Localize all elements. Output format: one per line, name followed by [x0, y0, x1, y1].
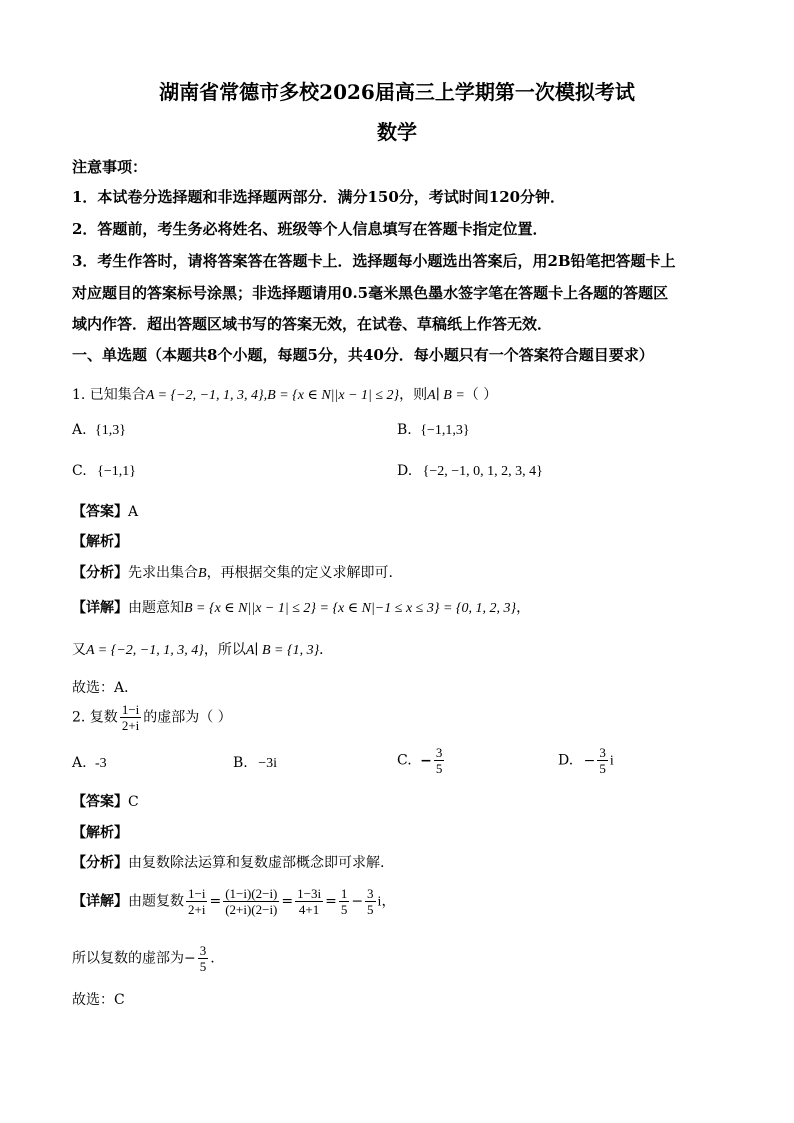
detail-frac-3-numerator: 1−3i	[297, 886, 322, 901]
detail-frac-5-denominator: 5	[367, 902, 374, 917]
again-end: ．	[319, 642, 334, 658]
again-prefix: 又	[72, 642, 86, 658]
notes-item-3-line-3: 域内作答．超出答题区域书写的答案无效，在试卷、草稿纸上作答无效．	[72, 315, 553, 333]
option-b	[397, 422, 470, 439]
q2-choose: 故选：C	[72, 992, 125, 1008]
fenxi-text-a: 先求出集合	[128, 565, 198, 581]
question-2-prefix: 2. 复数	[72, 709, 118, 726]
option-c-label: C.	[72, 463, 87, 479]
option-a-value: {1,3}	[95, 423, 126, 438]
q2-option-d-label: D.	[558, 752, 574, 769]
q2-answer-line	[72, 791, 139, 811]
q2-option-d-denominator: 5	[599, 761, 606, 776]
question-1-prefix: 1. 已知集合	[72, 387, 146, 403]
q2-option-d-unit: i	[609, 753, 614, 769]
equals-3: =	[325, 893, 337, 910]
question-2-stem	[72, 702, 232, 733]
detail-frac-5-numerator: 3	[367, 886, 374, 901]
option-b-value: {−1,1,3}	[420, 423, 470, 438]
notes-item-2: 2．答题前，考生务必将姓名、班级等个人信息填写在答题卡指定位置．	[72, 220, 548, 238]
separator: ,	[263, 388, 268, 403]
option-c-value: {−1,1}	[97, 464, 136, 479]
detail-frac-5	[365, 886, 376, 917]
subject-title: 数学	[377, 120, 417, 144]
option-a	[72, 422, 126, 439]
q1-choose: 故选：A．	[72, 680, 139, 696]
q2-option-d-fraction	[597, 745, 608, 776]
question-1-ask-prefix: ，则	[399, 387, 428, 403]
q2-option-a-label: A.	[72, 755, 87, 771]
q2-conclusion-sign: −	[184, 950, 196, 967]
q2-fenxi-tag: 【分析】	[72, 855, 128, 871]
question-1-stem	[72, 384, 497, 404]
q1-fenxi-line	[72, 562, 393, 582]
set-b-definition: B = {x ∈ N||x − 1| ≤ 2}	[267, 388, 400, 403]
q2-conclusion-denominator: 5	[199, 959, 207, 974]
equals-2: =	[281, 893, 294, 910]
q2-fraction-numerator: 1−i	[121, 702, 140, 717]
q2-answer-tag: 【答案】	[72, 794, 128, 810]
detail-frac-2-denominator: (2+i)(2−i)	[225, 902, 278, 917]
q2-option-d-sign: −	[583, 752, 596, 769]
intersection-expression: A∣ B =	[427, 388, 465, 403]
detail-frac-3-denominator: 4+1	[298, 902, 320, 917]
notes-item-3-line-2: 对应题目的答案标号涂黑；非选择题请用0.5毫米黑色墨水签字笔在答题卡上各题的答题区	[72, 284, 669, 302]
q2-detail-tag: 【详解】	[72, 893, 128, 910]
answer-value: A	[128, 504, 139, 520]
again-intersection: A∣ B = {1, 3}	[245, 643, 320, 658]
option-d	[397, 463, 543, 480]
detail-frac-2	[223, 886, 279, 917]
q2-conclusion-text: 所以复数的虚部为	[72, 950, 184, 967]
q1-analysis-tag	[72, 531, 128, 551]
q2-fenxi-text: 由复数除法运算和复数虚部概念即可求解.	[128, 855, 385, 871]
q2-option-a	[72, 755, 107, 772]
q2-fraction-denominator: 2+i	[121, 718, 140, 733]
q2-detail-end: ，	[381, 893, 396, 910]
detail-frac-2-numerator: (1−i)(2−i)	[225, 886, 278, 901]
q2-detail-text: 由题复数	[128, 893, 184, 910]
minus-sign: −	[351, 893, 364, 910]
q2-option-c-denominator: 5	[435, 761, 443, 776]
analysis-tag: 【解析】	[72, 534, 128, 550]
question-2-suffix: 的虚部为（ ）	[143, 709, 232, 726]
q2-option-c-sign: −	[420, 752, 432, 769]
q2-fraction	[120, 702, 141, 733]
q2-option-c-label: C.	[397, 752, 412, 769]
option-d-label: D.	[397, 463, 413, 479]
option-c	[72, 463, 136, 480]
q2-option-c-numerator: 3	[435, 745, 443, 760]
detail-expression: B = {x ∈ N||x − 1| ≤ 2} = {x ∈ N|−1 ≤ x ≤ 3} = {0, 1, 2, 3}	[184, 601, 517, 616]
notes-item-3-line-1: 3．考生作答时，请将答案答在答题卡上．选择题每小题选出答案后，用2B铅笔把答题卡上	[72, 252, 676, 270]
detail-frac-4-numerator: 1	[340, 886, 348, 901]
q2-option-a-value: -3	[95, 756, 107, 771]
option-b-label: B.	[397, 422, 412, 438]
notes-heading: 注意事项：	[72, 158, 148, 176]
option-a-label: A.	[72, 422, 87, 438]
q2-analysis-tag	[72, 822, 128, 842]
page-title: 湖南省常德市多校2026届高三上学期第一次模拟考试	[159, 80, 635, 104]
q1-again-line	[72, 639, 333, 659]
imaginary-unit: i	[377, 894, 382, 910]
q2-conclusion-numerator: 3	[199, 943, 207, 958]
detail-tag: 【详解】	[72, 600, 128, 616]
q2-option-d	[558, 745, 614, 776]
detail-frac-1-numerator: 1−i	[188, 886, 206, 901]
detail-frac-3	[295, 886, 323, 917]
q1-detail-line	[72, 597, 530, 617]
detail-end: ，	[516, 600, 531, 616]
section-heading: 一、单选题（本题共8个小题，每题5分，共40分．每小题只有一个答案符合题目要求）	[72, 346, 654, 364]
q1-answer-line	[72, 501, 138, 521]
q2-detail-line	[72, 886, 395, 917]
fenxi-tag: 【分析】	[72, 565, 128, 581]
q2-option-b-label: B.	[233, 755, 248, 771]
answer-tag: 【答案】	[72, 504, 128, 520]
q2-option-b	[233, 755, 277, 772]
q2-option-c	[397, 745, 446, 776]
fenxi-set-b: B	[198, 566, 207, 581]
fenxi-text-c: ，再根据交集的定义求解即可.	[206, 565, 394, 581]
q2-option-c-fraction	[434, 745, 445, 776]
q2-answer-value: C	[128, 794, 139, 810]
q2-conclusion-fraction	[198, 943, 209, 974]
q2-conclusion-end: .	[210, 950, 215, 967]
detail-text-a: 由题意知	[128, 600, 184, 616]
notes-item-1: 1．本试卷分选择题和非选择题两部分．满分150分，考试时间120分钟．	[72, 188, 566, 206]
detail-frac-4-denominator: 5	[340, 902, 348, 917]
q2-analysis-tag-text: 【解析】	[72, 825, 128, 841]
answer-paren: （ ）	[464, 387, 498, 403]
detail-frac-4	[339, 886, 350, 917]
again-set-a: A = {−2, −1, 1, 3, 4}	[86, 643, 204, 658]
equals-1: =	[209, 893, 222, 910]
again-mid: ，所以	[203, 642, 246, 658]
option-d-value: {−2, −1, 0, 1, 2, 3, 4}	[422, 464, 543, 479]
q2-option-b-value: −3i	[258, 756, 277, 771]
q2-conclusion-line	[72, 943, 215, 974]
detail-frac-1-denominator: 2+i	[188, 902, 206, 917]
q2-fenxi-line	[72, 852, 384, 872]
q2-option-d-numerator: 3	[599, 745, 606, 760]
detail-frac-1	[186, 886, 207, 917]
set-a-definition: A = {−2, −1, 1, 3, 4}	[145, 388, 264, 403]
